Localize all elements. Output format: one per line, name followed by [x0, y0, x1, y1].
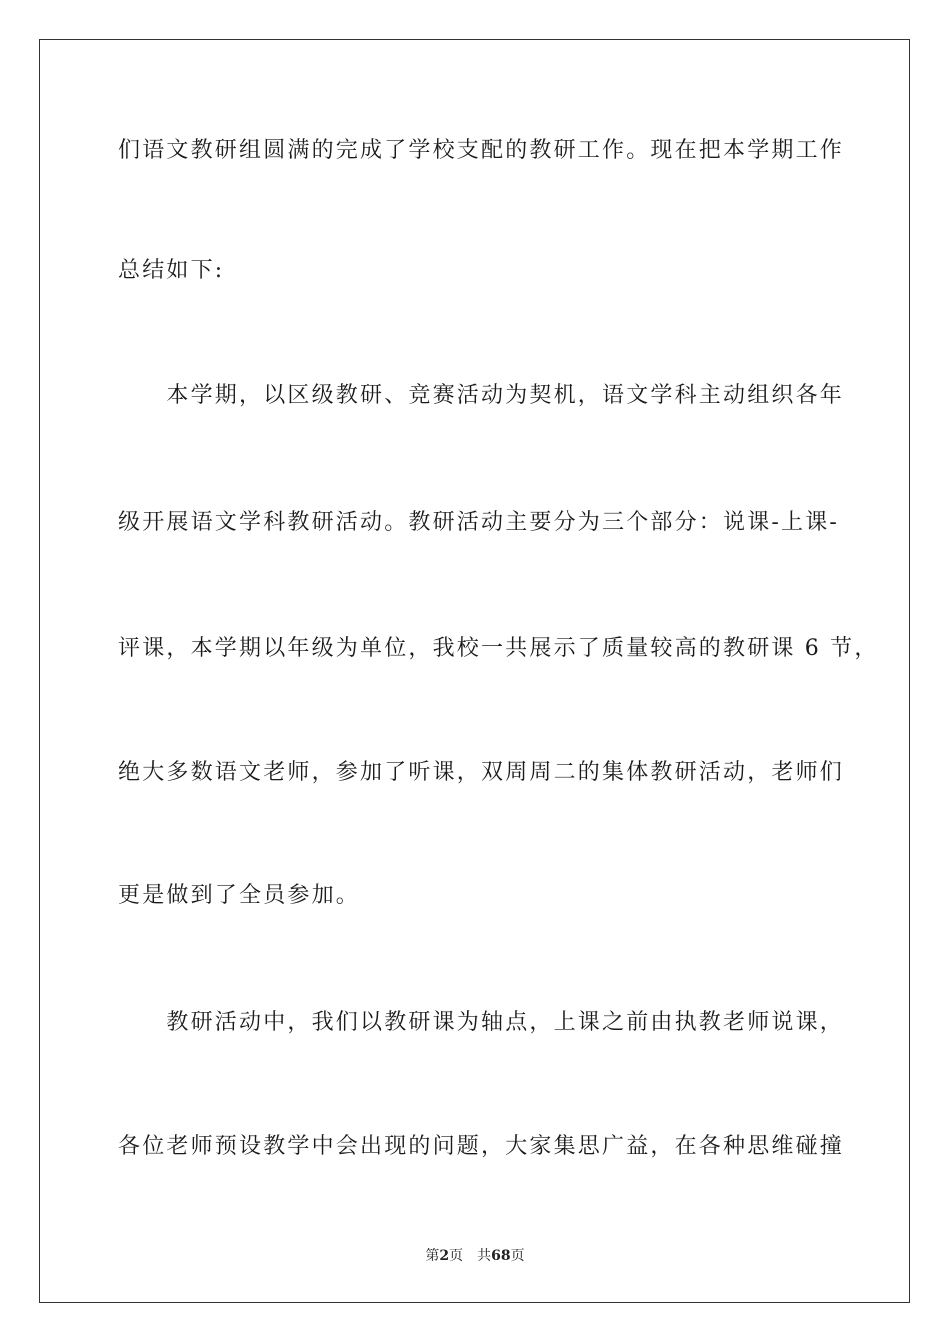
body-line-1: 们语文教研组圆满的完成了学校支配的教研工作。现在把本学期工作	[118, 138, 845, 163]
page-border	[39, 39, 910, 1303]
body-line-5: 评课，本学期以年级为单位，我校一共展示了质量较高的教研课 6 节，	[118, 636, 879, 661]
body-line-4: 级开展语文学科教研活动。教研活动主要分为三个部分：说课-上课-	[118, 510, 840, 535]
body-line-6: 绝大多数语文老师，参加了听课，双周周二的集体教研活动，老师们	[118, 760, 845, 785]
body-line-9: 各位老师预设教学中会出现的问题，大家集思广益，在各种思维碰撞	[118, 1134, 845, 1159]
current-page-number: 2	[439, 1248, 450, 1264]
body-line-3: 本学期，以区级教研、竞赛活动为契机，语文学科主动组织各年	[118, 383, 845, 408]
body-line-8: 教研活动中，我们以教研课为轴点，上课之前由执教老师说课，	[118, 1010, 845, 1035]
body-line-7: 更是做到了全员参加。	[118, 883, 361, 908]
page-footer	[0, 1247, 950, 1265]
total-page-count: 68	[491, 1248, 511, 1264]
body-line-2: 总结如下:	[118, 258, 225, 283]
total-label-suffix: 页	[510, 1248, 525, 1264]
page-label-prefix: 第	[425, 1248, 440, 1264]
total-label-prefix: 共	[477, 1248, 492, 1264]
page-label-suffix: 页	[449, 1248, 464, 1264]
